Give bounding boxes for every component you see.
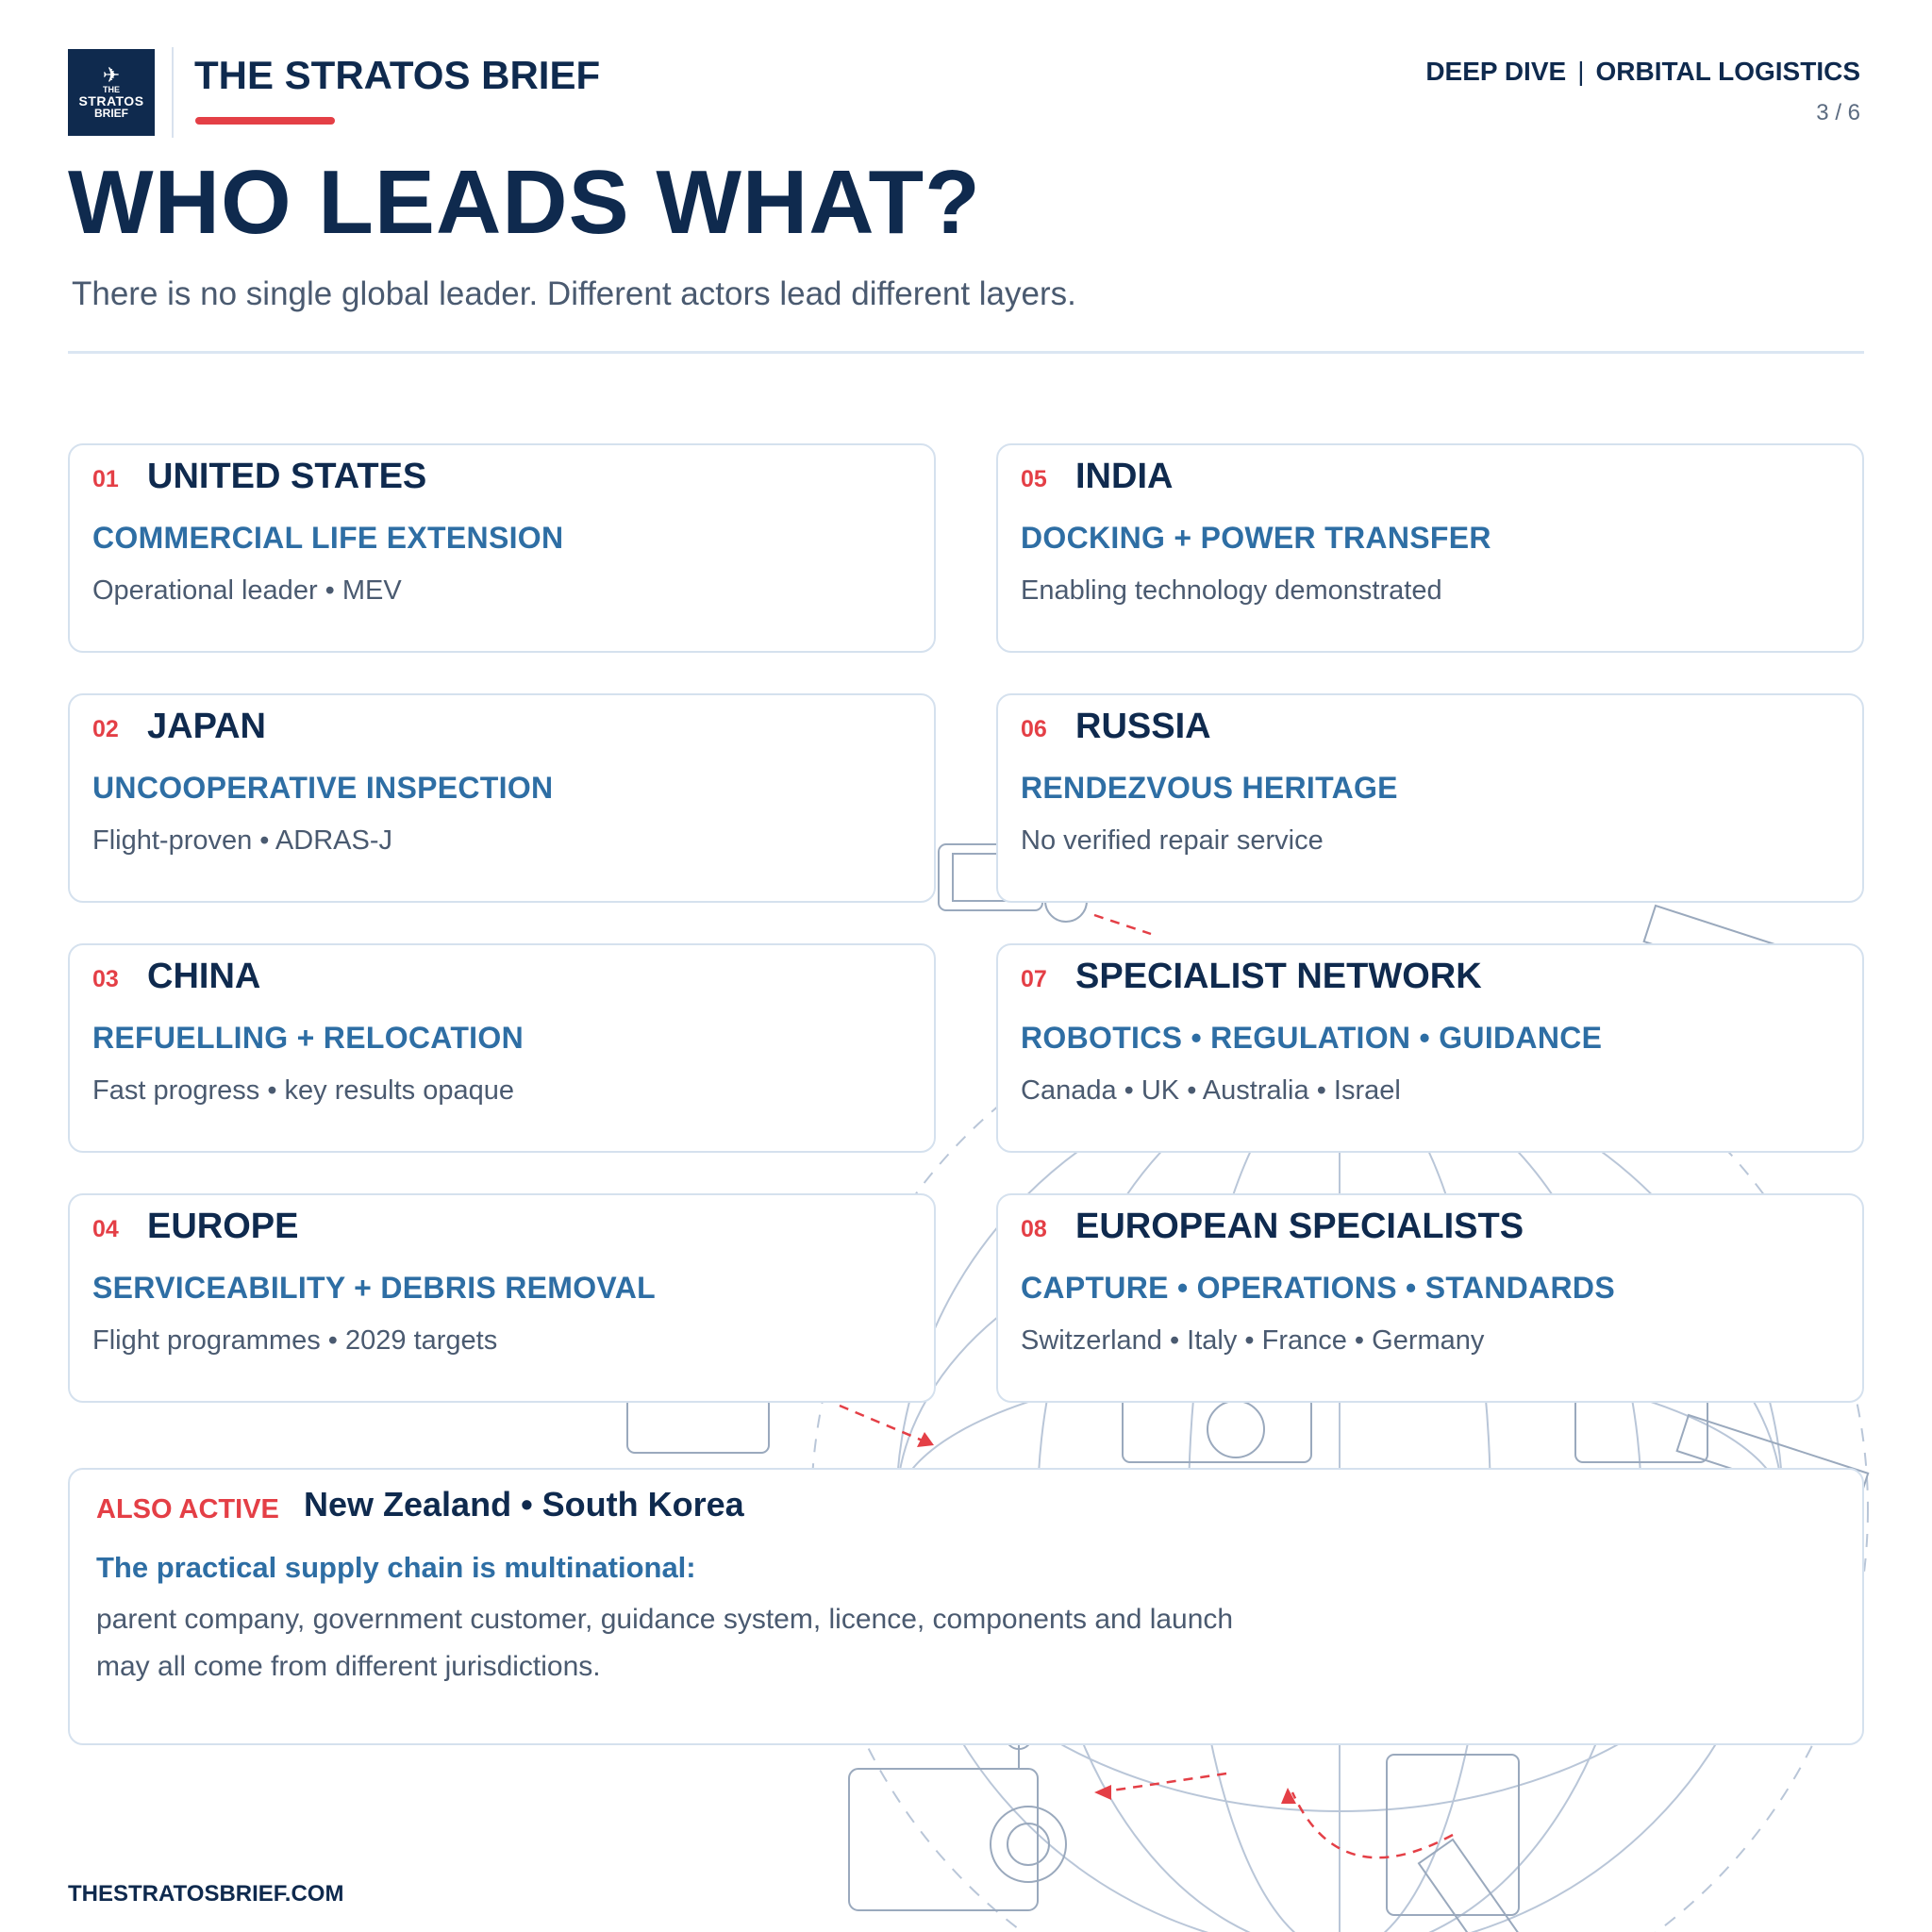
page-indicator: 3 / 6 (1816, 100, 1860, 125)
leader-card-japan (68, 693, 936, 903)
card-focus: UNCOOPERATIVE INSPECTION (92, 771, 554, 805)
satellite-orbit-icon: ✈ (102, 63, 121, 87)
card-focus: DOCKING + POWER TRANSFER (1021, 521, 1491, 555)
footer-website-link[interactable]: THESTRATOSBRIEF.COM (68, 1881, 344, 1907)
card-number: 02 (92, 716, 119, 742)
leader-card-russia (996, 693, 1864, 903)
card-note: Enabling technology demonstrated (1021, 575, 1442, 606)
supply-chain-text-line-2: may all come from different jurisdictions. (96, 1651, 601, 1682)
header-divider (68, 351, 1864, 354)
supply-chain-text-line-1: parent company, government customer, guidance system, licence, components and launch (96, 1604, 1234, 1635)
also-active-box (68, 1468, 1864, 1745)
card-number: 03 (92, 966, 119, 992)
card-note: Switzerland • Italy • France • Germany (1021, 1325, 1485, 1356)
brand-name: THE STRATOS BRIEF (194, 53, 601, 97)
card-number: 04 (92, 1216, 119, 1242)
card-note: No verified repair service (1021, 825, 1324, 856)
leader-card-india (996, 443, 1864, 653)
card-country: EUROPE (147, 1207, 299, 1246)
card-country: INDIA (1075, 457, 1174, 496)
card-number: 06 (1021, 716, 1047, 742)
card-country: RUSSIA (1075, 707, 1211, 746)
card-number: 07 (1021, 966, 1047, 992)
card-note: Flight-proven • ADRAS-J (92, 825, 392, 856)
card-note: Operational leader • MEV (92, 575, 402, 606)
leader-card-europe (68, 1193, 936, 1403)
brand-underline (195, 117, 335, 125)
section-separator: | (1577, 57, 1585, 86)
leader-card-china (68, 943, 936, 1153)
card-focus: SERVICEABILITY + DEBRIS REMOVAL (92, 1271, 656, 1305)
logo-divider (172, 47, 174, 138)
logo-line-2: STRATOS (78, 93, 144, 108)
card-note: Canada • UK • Australia • Israel (1021, 1075, 1401, 1106)
card-country: JAPAN (147, 707, 266, 746)
card-focus: REFUELLING + RELOCATION (92, 1021, 524, 1055)
card-focus: COMMERCIAL LIFE EXTENSION (92, 521, 564, 555)
leader-card-specialist-network (996, 943, 1864, 1153)
page-title: WHO LEADS WHAT? (68, 152, 981, 253)
card-focus: RENDEZVOUS HERITAGE (1021, 771, 1398, 805)
section-deep-dive: DEEP DIVE (1425, 57, 1567, 86)
card-country: UNITED STATES (147, 457, 427, 496)
card-note: Fast progress • key results opaque (92, 1075, 514, 1106)
section-label (1425, 57, 1860, 87)
card-focus: ROBOTICS • REGULATION • GUIDANCE (1021, 1021, 1603, 1055)
section-topic: ORBITAL LOGISTICS (1595, 57, 1860, 86)
card-number: 08 (1021, 1216, 1047, 1242)
also-active-tag: ALSO ACTIVE (96, 1494, 279, 1524)
page-subtitle: There is no single global leader. Different actors lead different layers. (72, 275, 1076, 312)
leader-card-united-states (68, 443, 936, 653)
card-country: SPECIALIST NETWORK (1075, 957, 1482, 996)
logo-line-3: BRIEF (94, 107, 128, 120)
leader-card-european-specialists (996, 1193, 1864, 1403)
also-active-countries: New Zealand • South Korea (304, 1485, 744, 1524)
card-country: EUROPEAN SPECIALISTS (1075, 1207, 1524, 1246)
brand-logo[interactable] (68, 49, 155, 136)
card-note: Flight programmes • 2029 targets (92, 1325, 498, 1356)
card-focus: CAPTURE • OPERATIONS • STANDARDS (1021, 1271, 1615, 1305)
card-number: 01 (92, 466, 119, 492)
card-country: CHINA (147, 957, 261, 996)
card-number: 05 (1021, 466, 1047, 492)
logo-line-1: THE (103, 85, 120, 94)
supply-chain-lead: The practical supply chain is multinational: (96, 1551, 696, 1584)
